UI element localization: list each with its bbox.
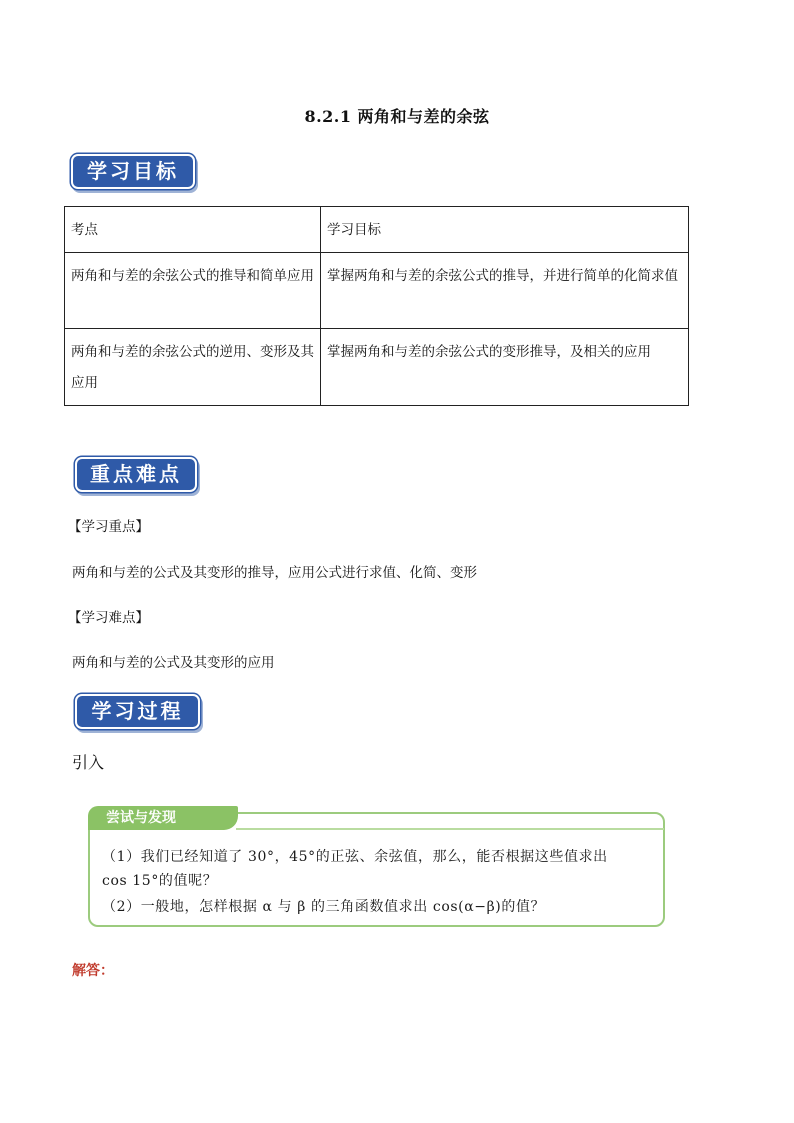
table-row	[65, 329, 689, 406]
table-cell: 掌握两角和与差的余弦公式的变形推导，及相关的应用	[321, 329, 689, 406]
section-badge-process: 学习过程	[77, 696, 198, 727]
table-cell: 两角和与差的余弦公式的逆用、变形及其应用	[65, 329, 321, 406]
table-header-cell: 考点	[65, 207, 321, 253]
try-box-divider	[236, 828, 664, 830]
try-question-2: （2）一般地，怎样根据 α 与 β 的三角函数值求出 cos(α−β)的值？	[102, 899, 546, 915]
section-badge-goals: 学习目标	[73, 156, 193, 187]
table-row	[65, 253, 689, 329]
table-header-row	[65, 207, 689, 253]
goals-table	[64, 206, 689, 406]
focus-heading: 【学习重点】	[68, 519, 149, 535]
page-title: 8.2.1 两角和与差的余弦	[304, 107, 490, 126]
try-question-1: （1）我们已经知道了 30°，45°的正弦、余弦值，那么，能否根据这些值求出	[102, 849, 608, 865]
table-cell: 两角和与差的余弦公式的推导和简单应用	[65, 253, 321, 329]
answer-label: 解答：	[72, 963, 114, 979]
difficulty-heading: 【学习难点】	[68, 610, 149, 626]
focus-text: 两角和与差的公式及其变形的推导，应用公式进行求值、化简、变形	[72, 565, 477, 581]
intro-heading: 引入	[72, 753, 105, 772]
try-and-discover-tab: 尝试与发现	[88, 806, 238, 830]
try-question-1-cont: cos 15°的值呢？	[102, 873, 218, 889]
difficulty-text: 两角和与差的公式及其变形的应用	[72, 655, 275, 671]
section-badge-keypoints: 重点难点	[77, 459, 195, 490]
table-header-cell: 学习目标	[321, 207, 689, 253]
table-cell: 掌握两角和与差的余弦公式的推导，并进行简单的化简求值	[321, 253, 689, 329]
